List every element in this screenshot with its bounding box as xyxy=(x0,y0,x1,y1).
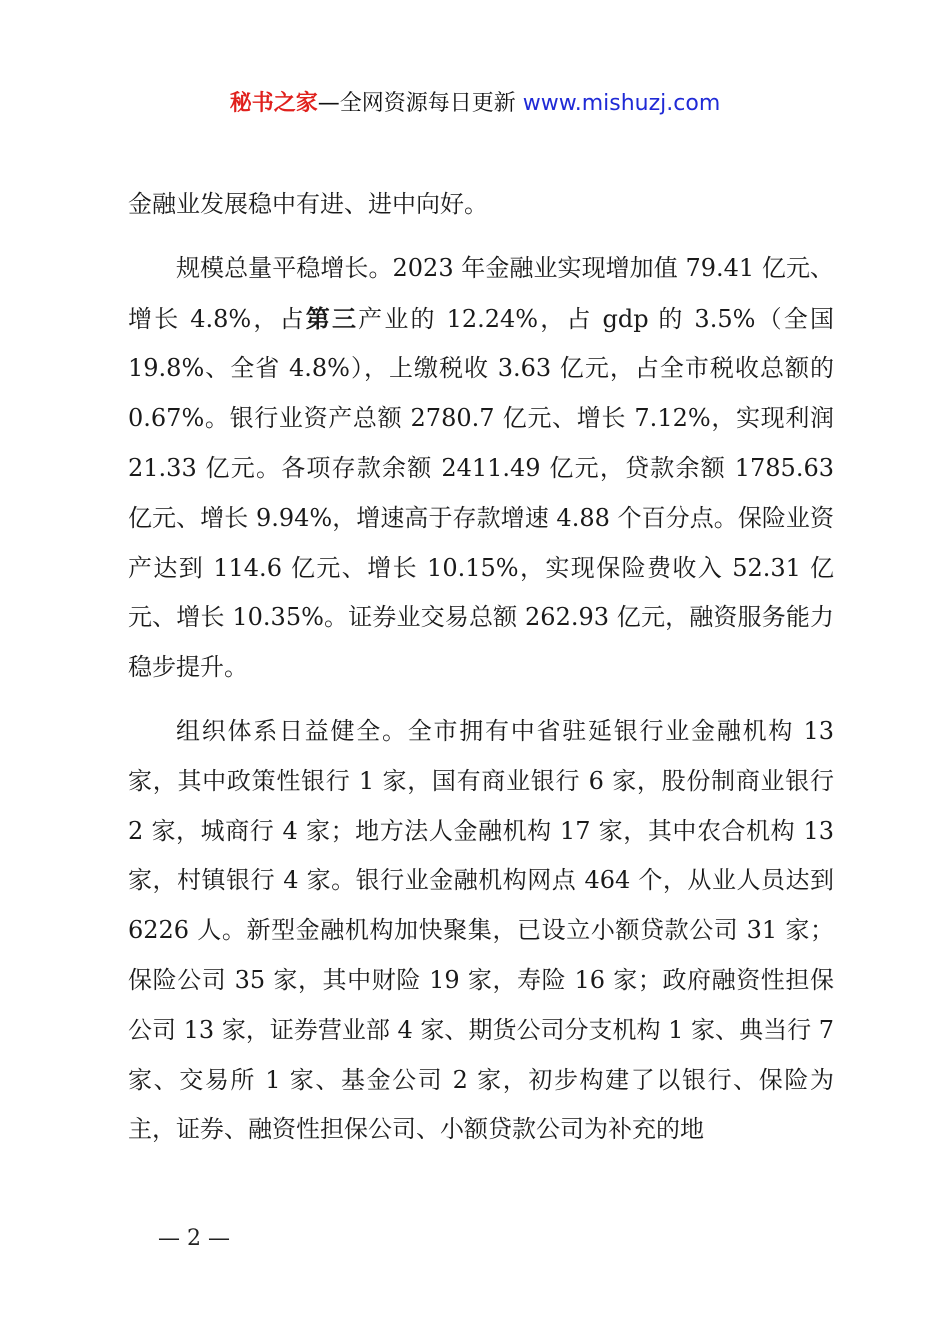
page-number: — 2 — xyxy=(158,1226,230,1251)
paragraph-scale-growth xyxy=(128,244,834,693)
paragraph-organization-system: 组织体系日益健全。全市拥有中省驻延银行业金融机构 13 家，其中政策性银行 1 家，国有商业银行 6 家，股份制商业银行 2 家，城商行 4 家；地方法人金融机构 17 家，其中农合机构 13 家，村镇银行 4 家。银行业金融机构网点 464 个，从业人员达到 6226 人。新型金融机构加快聚集，已设立小额贷款公司 31 家；保险公司 35 家，其中财险 19 家，寿险 16 家；政府融资性担保公司 13 家，证券营业部 4 家、期货公司分支机构 1 家、典当行 7 家、交易所 1 家、基金公司 2 家，初步构建了以银行、保险为主，证券、融资性担保公司、小额贷款公司为补充的地 xyxy=(128,716,834,1144)
document-body xyxy=(128,180,834,1155)
site-slogan: —全网资源每日更新 xyxy=(317,91,523,116)
paragraph-continuation: 金融业发展稳中有进、进中向好。 xyxy=(128,190,488,218)
site-url-link[interactable]: www.mishuzj.com xyxy=(522,91,721,116)
paragraph-text-part: 产业的 12.24%，占 gdp 的 3.5%（全国 19.8%、全省 4.8%），上缴税收 3.63 亿元，占全市税收总额的 0.67%。银行业资产总额 2780.7 亿元、增长 7.12%，实现利润 21.33 亿元。各项存款余额 2411.49 亿元，贷款余额 1785.63 亿元、增长 9.94%，增速高于存款增速 4.88 个百分点。保险业资产达到 114.6 亿元、增长 10.15%，实现保险费收入 52.31 亿元、增长 10.35%。证券业交易总额 262.93 亿元，融资服务能力稳步提升。 xyxy=(128,304,834,682)
paragraph-text-part: 规模总量平稳增长。2023 年金融业实现增加值 79.41 亿元、增长 4.8%，占 xyxy=(128,253,834,333)
bold-term: 第三 xyxy=(305,303,359,333)
site-header xyxy=(0,86,950,122)
site-brand: 秘书之家 xyxy=(229,91,318,116)
